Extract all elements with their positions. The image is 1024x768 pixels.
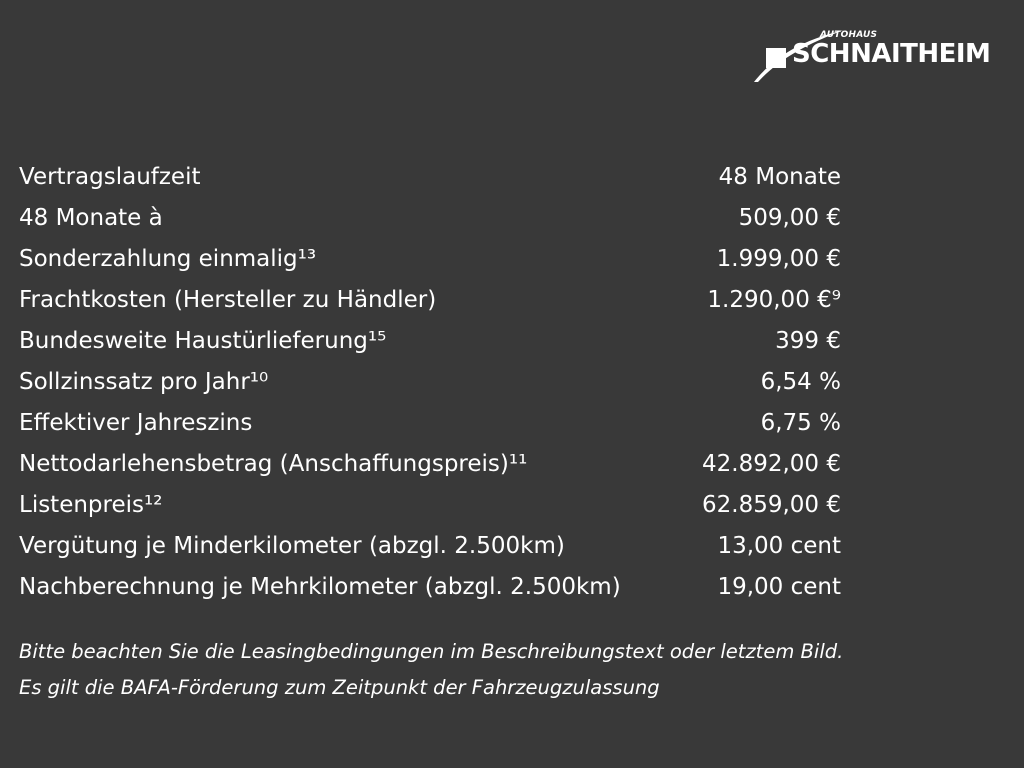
row-value: 509,00 € xyxy=(738,205,841,231)
row-value: 62.859,00 € xyxy=(702,492,841,518)
table-row xyxy=(19,403,841,444)
row-label: Sollzinssatz pro Jahr¹⁰ xyxy=(19,369,269,395)
row-value: 1.999,00 € xyxy=(716,246,841,272)
row-value: 1.290,00 €⁹ xyxy=(707,287,841,313)
logo-small-text: AUTOHAUS xyxy=(820,30,878,40)
row-label: 48 Monate à xyxy=(19,205,163,231)
table-row xyxy=(19,198,841,239)
leasing-details-table xyxy=(19,157,841,608)
table-row xyxy=(19,157,841,198)
table-row xyxy=(19,485,841,526)
row-label: Frachtkosten (Hersteller zu Händler) xyxy=(19,287,437,313)
table-row xyxy=(19,280,841,321)
autohaus-schnaitheim-logo xyxy=(752,26,1002,88)
row-label: Vergütung je Minderkilometer (abzgl. 2.500km) xyxy=(19,533,565,559)
table-row xyxy=(19,567,841,608)
row-value: 399 € xyxy=(775,328,841,354)
row-value: 13,00 cent xyxy=(717,533,841,559)
row-value: 19,00 cent xyxy=(717,574,841,600)
logo-main-text: SCHNAITHEIM xyxy=(792,39,991,69)
row-label: Listenpreis¹² xyxy=(19,492,163,518)
row-value: 6,75 % xyxy=(760,410,841,436)
row-label: Nachberechnung je Mehrkilometer (abzgl. 2.500km) xyxy=(19,574,621,600)
row-label: Bundesweite Haustürlieferung¹⁵ xyxy=(19,328,387,354)
row-label: Sonderzahlung einmalig¹³ xyxy=(19,246,317,272)
table-row xyxy=(19,526,841,567)
row-label: Vertragslaufzeit xyxy=(19,164,201,190)
row-label: Nettodarlehensbetrag (Anschaffungspreis)¹¹ xyxy=(19,451,528,477)
table-row xyxy=(19,239,841,280)
row-label: Effektiver Jahreszins xyxy=(19,410,253,436)
row-value: 48 Monate xyxy=(718,164,841,190)
row-value: 42.892,00 € xyxy=(702,451,841,477)
table-row xyxy=(19,362,841,403)
note-bafa: Es gilt die BAFA-Förderung zum Zeitpunkt der Fahrzeugzulassung xyxy=(19,676,660,699)
table-row xyxy=(19,444,841,485)
leasing-notes xyxy=(19,634,999,706)
note-conditions: Bitte beachten Sie die Leasingbedingungen im Beschreibungstext oder letztem Bild. xyxy=(19,640,844,663)
row-value: 6,54 % xyxy=(760,369,841,395)
table-row xyxy=(19,321,841,362)
